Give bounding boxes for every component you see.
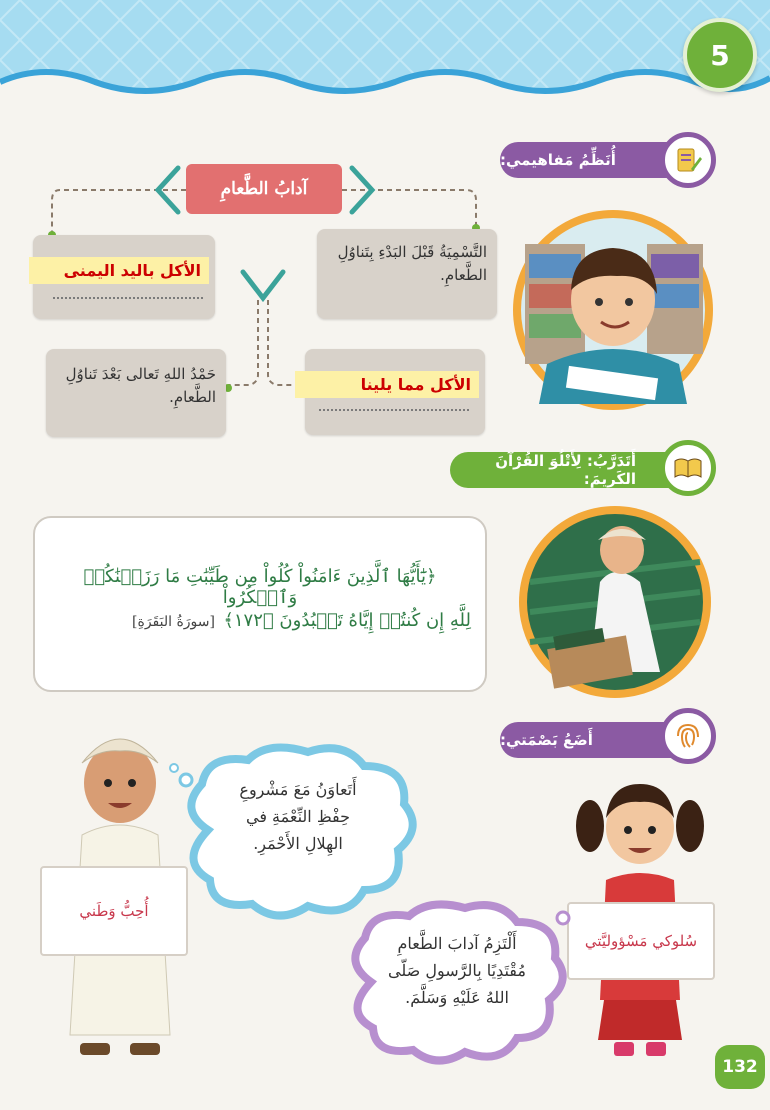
boy-thought-line-2: حِفْظِ النِّعْمَةِ في	[245, 807, 351, 827]
boy-thought-text	[200, 776, 396, 858]
mind-map-box-top-left	[33, 235, 215, 319]
surah-reference: [سورَةُ البَقَرَةِ]	[132, 614, 215, 630]
boy-reading-quran-illustration	[510, 502, 720, 702]
answer-eating-near-side[interactable]: الأكل مما يلينا	[295, 371, 479, 398]
girl-sign-card	[567, 902, 715, 980]
answer-line	[319, 409, 469, 411]
boy-sign-text: أُحِبُّ وَطَني	[79, 902, 149, 920]
boy-writing-illustration	[507, 204, 719, 416]
pencil-notes-icon	[660, 132, 716, 188]
answer-line	[53, 297, 203, 299]
quran-verse-line1: ﴿يَٰٓأَيُّهَا ٱلَّذِينَ ءَامَنُواْ كُلُواْ مِن طَيِّبَٰتِ مَا رَزَقۡنَٰكُمۡ وَٱشۡكُرُواْ	[83, 566, 437, 608]
lesson-number-badge: 5	[683, 18, 757, 92]
mind-map-title: آدابُ الطَّعامِ	[186, 164, 342, 214]
fingerprint-icon	[660, 708, 716, 764]
girl-thought-line-1: أَلْتَزِمُ آدابَ الطَّعامِ	[397, 934, 517, 953]
girl-thought-text	[364, 930, 550, 1012]
girl-thought-line-3: اللهُ عَلَيْهِ وَسَلَّمَ.	[405, 988, 509, 1008]
boy-thought-line-3: الهِلالِ الأَحْمَرِ.	[253, 834, 343, 854]
answer-eating-right-hand[interactable]: الأكل باليد اليمنى	[29, 257, 209, 284]
section-organize-text: أُنَظِّمُ مَفاهيمي:	[500, 151, 616, 169]
mind-map-box-bottom-right	[305, 349, 485, 435]
top-wave-banner	[0, 0, 770, 110]
section-quran-label	[450, 452, 690, 488]
mind-map-text-hamd: حَمْدُ اللهِ تَعالى بَعْدَ تَناوُلِ الطَّعامِ.	[65, 365, 216, 407]
boy-thought-line-1: أَتَعاوَنُ مَعَ مَشْروعِ	[239, 780, 357, 799]
quran-verse-box	[33, 516, 487, 692]
quran-verse-line2: لِلَّهِ إِن كُنتُمۡ إِيَّاهُ تَعۡبُدُونَ ﴿١٧٢﴾	[223, 610, 471, 631]
girl-thought-line-2: مُقْتَدِيًا بِالرَّسولِ صَلّى	[388, 961, 526, 981]
section-quran-text: أَتَدَرَّبُ: لِأَتْلُوَ القُرْآنَ الكَريمَ:	[495, 452, 636, 488]
mind-map-box-top-right	[317, 229, 497, 319]
page-number-badge: 132	[715, 1045, 765, 1089]
mind-map-text-basmala: التَّسْمِيَةُ قَبْلَ البَدْءِ بِتَناوُلِ الطَّعامِ.	[337, 243, 487, 285]
girl-sign-text: سُلوكي مَسْؤوليَّتي	[584, 932, 698, 950]
boy-sign-card	[40, 866, 188, 956]
section-fingerprint-text: أَضَعُ بَصْمَتي:	[500, 731, 593, 749]
mind-map-box-bottom-left	[46, 349, 226, 437]
open-quran-icon	[660, 440, 716, 496]
